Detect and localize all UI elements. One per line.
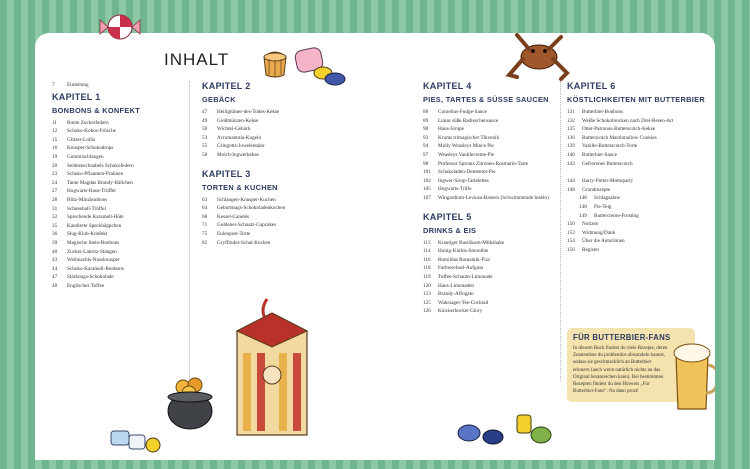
entry-title: Schlangen-Knusper-Kuchen (217, 196, 276, 203)
toc-entry[interactable] (423, 185, 563, 194)
entry-title: Schneeball-Trüffel (67, 205, 106, 212)
candy-pile-icon (455, 411, 555, 451)
entry-page-number: 27 (52, 188, 58, 195)
entry-list (423, 108, 563, 203)
entry-page-number: 88 (423, 109, 429, 115)
entry-page-number: 148 (579, 203, 587, 210)
entry-title: Ingwer-Sirup-Tartelettes (438, 177, 489, 184)
chapter-subtitle: PIES, TARTES & SÜSSE SAUCEN (423, 95, 549, 104)
toc-entry[interactable] (567, 134, 712, 143)
toc-entry-intro[interactable]: 7 Einleitung (52, 82, 89, 88)
entry-page-number: 63 (202, 196, 208, 203)
toc-entry[interactable] (423, 142, 563, 151)
entry-title: Sprechende Karamell-Hüte (67, 214, 124, 221)
entry-page-number: 113 (423, 239, 431, 246)
toc-entry[interactable] (202, 117, 332, 126)
entry-title: Schoko-Kokos-Frösche (67, 128, 116, 135)
toc-entry[interactable] (567, 125, 712, 134)
entry-title: Weiße Schokobrocken nach Drei-Besen-Art (582, 117, 674, 124)
entry-title: Haus-Limonaden (438, 282, 475, 289)
entry-title: Schokoladen-Dementor-Pie (438, 169, 496, 176)
cauldron-icon (163, 373, 219, 433)
entry-title: Slug-Klub-Konfekt (67, 231, 108, 238)
entry-title: Vanille-Butterscotch-Torte (582, 143, 638, 150)
toc-entry[interactable] (423, 299, 563, 308)
entry-title: Pie-Teig (594, 203, 612, 210)
entry-title: Professor Sprouts Zitronen-Rosmarin-Tarte (438, 160, 529, 167)
entry-title: Farbwechsel-Aufguss (438, 265, 484, 272)
toc-entry[interactable] (567, 177, 712, 186)
entry-list (52, 119, 182, 291)
entry-page-number: 153 (567, 229, 575, 236)
entry-page-number: 98 (423, 160, 429, 167)
entry-title: Haus-Sirupe (438, 126, 464, 133)
chapter-subtitle: BONBONS & KONFEKT (52, 105, 141, 115)
toc-column-1 (52, 81, 182, 290)
toc-column-4 (567, 81, 712, 255)
toc-entry[interactable] (423, 290, 563, 299)
entry-list (423, 239, 563, 316)
entry-title: Blitz-Minzbonbons (67, 196, 108, 203)
entry-page-number: 150 (567, 221, 575, 228)
entry-page-number: 101 (423, 169, 431, 176)
entry-page-number: 131 (567, 109, 575, 115)
entry-title: Brandy-Affogato (438, 291, 474, 298)
toc-entry[interactable] (567, 212, 712, 221)
entry-title: Gringotts-Juwelentaler (217, 143, 265, 150)
toc-entry[interactable] (52, 127, 182, 136)
entry-list (202, 196, 332, 248)
toc-entry[interactable] (52, 162, 182, 171)
toc-entry[interactable] (423, 239, 563, 248)
chapter-subtitle: DRINKS & EIS (423, 225, 477, 235)
chapter-subtitle: KÖSTLICHKEITEN MIT BUTTERBIER (567, 95, 706, 104)
chapter-heading: KAPITEL 5 (423, 211, 472, 222)
toc-entry[interactable] (423, 307, 563, 316)
toc-page (35, 33, 715, 460)
chocolate-frog-icon (503, 33, 573, 87)
entry-title: Romildas Romantik-Fizz (438, 256, 491, 263)
entry-list (202, 108, 332, 160)
entry-page-number: 43 (52, 257, 58, 264)
entry-title: Buttercreme-Frosting (594, 212, 639, 219)
entry-page-number: 31 (52, 205, 58, 212)
entry-list (567, 108, 712, 168)
entry-page-number: 47 (52, 274, 58, 281)
entry-page-number: 136 (567, 134, 575, 141)
toc-entry[interactable] (567, 220, 712, 229)
entry-title: Goldmünzen-Kekse (217, 117, 259, 124)
entry-page-number: 20 (52, 162, 58, 169)
entry-title: Butterscotch Marshmallow Cookies (582, 134, 657, 141)
toc-entry[interactable] (567, 229, 712, 238)
entry-title: Butterbier-Bonbons (582, 109, 624, 115)
toc-entry[interactable] (423, 117, 563, 126)
entry-page-number: 148 (567, 186, 575, 193)
entry-page-number: 89 (423, 117, 429, 124)
entry-page-number: 55 (202, 143, 208, 150)
entry-title: Hogwarts-Trifle (438, 186, 472, 193)
entry-page-number: 32 (52, 214, 58, 221)
toc-entry[interactable] (567, 194, 712, 203)
entry-page-number: 49 (202, 117, 208, 124)
toc-entry[interactable] (52, 153, 182, 162)
entry-page-number: 135 (567, 126, 575, 133)
page-title: INHALT (164, 50, 230, 69)
entry-title: Schoko-Karamell-Bonbons (67, 265, 124, 272)
toc-entry[interactable] (202, 134, 332, 143)
entry-title: Wichtel-Gebäck (217, 126, 251, 133)
toc-entry[interactable] (52, 144, 182, 153)
toc-entry[interactable] (52, 196, 182, 205)
toc-entry[interactable] (567, 237, 712, 246)
entry-title: Grundrezepte (582, 186, 611, 193)
entry-title: Acromantula-Kugeln (217, 134, 262, 141)
entry-page-number: 120 (423, 282, 431, 289)
entry-title: Geburtstags-Schokoladenkuchen (217, 205, 286, 212)
toc-entry[interactable] (202, 142, 332, 151)
toc-entry[interactable] (52, 205, 182, 214)
toc-entry[interactable] (423, 247, 563, 256)
entry-page-number: 68 (202, 213, 208, 220)
entry-list (567, 177, 712, 194)
toc-column-2 (202, 81, 332, 247)
entry-page-number: 132 (567, 117, 575, 124)
entry-list (567, 194, 712, 220)
toc-entry[interactable] (52, 256, 182, 265)
entry-title: Zucker-Lakritz-Stangen (67, 248, 117, 255)
toc-entry[interactable] (52, 170, 182, 179)
entry-title: Lunas süße Radieschensauce (438, 117, 499, 124)
entry-title: Bunte Zuckerfedern (67, 119, 109, 126)
info-box-title: FÜR BUTTERBIER-FANS (573, 333, 671, 342)
toc-entry[interactable] (202, 204, 332, 213)
entry-page-number: 94 (423, 143, 429, 150)
toc-entry[interactable] (423, 168, 563, 177)
entry-page-number: 90 (423, 126, 429, 133)
entry-page-number: 93 (423, 134, 429, 141)
entry-page-number: 23 (52, 171, 58, 178)
chapter-heading: KAPITEL 1 (52, 91, 101, 102)
entry-page-number: 19 (52, 153, 58, 160)
toc-entry[interactable] (52, 213, 182, 222)
entry-page-number: 28 (52, 196, 58, 203)
toc-entry[interactable] (423, 282, 563, 291)
entry-title: Tante Magdas Brandy-Bällchen (67, 179, 133, 186)
entry-title: Seideenschnabels Schokofedern (67, 162, 134, 169)
entry-page-number: 107 (423, 194, 431, 201)
entry-title: Krums trimagischer Tikvenik (438, 134, 500, 141)
chapter-heading: KAPITEL 3 (202, 168, 251, 179)
entry-page-number: 143 (567, 160, 575, 167)
entry-page-number: 154 (567, 238, 575, 245)
entry-page-number: 48 (52, 282, 58, 289)
entry-title: Harry-Potter-Mottoparty (582, 178, 634, 185)
toc-entry[interactable] (567, 203, 712, 212)
entry-title: Krautiger Basilikum-Milkshake (438, 239, 505, 246)
entry-title: Schlagsahne (594, 195, 620, 202)
chapter-subtitle: GEBÄCK (202, 95, 236, 104)
entry-title: Widmung/Dank (582, 229, 616, 236)
entry-page-number: 140 (567, 151, 575, 158)
chapter-heading: KAPITEL 6 (567, 81, 616, 91)
toc-entry[interactable] (52, 222, 182, 231)
entry-page-number: 126 (423, 308, 431, 315)
entry-title: Weihnachts-Nussknusper (67, 257, 120, 264)
toc-entry[interactable] (567, 151, 712, 160)
entry-title: Register (582, 246, 600, 253)
entry-title: Heiligtümer-des-Todes-Kekse (217, 109, 280, 115)
toc-entry[interactable] (52, 282, 182, 291)
entry-page-number: 40 (52, 248, 58, 255)
entry-title: Notizen (582, 221, 599, 228)
entry-page-number: 148 (579, 195, 587, 202)
entry-title: Molly Weasleys Mince Pie (438, 143, 494, 150)
entry-page-number: 149 (579, 212, 587, 219)
entry-page-number: 44 (52, 265, 58, 272)
entry-page-number: 114 (423, 248, 431, 255)
toc-entry[interactable] (423, 134, 563, 143)
entry-page-number: 24 (52, 179, 58, 186)
toc-entry[interactable] (423, 125, 563, 134)
toc-entry[interactable] (423, 273, 563, 282)
entry-title: Hogwarts-Haus-Trüffel (67, 188, 116, 195)
toc-entry[interactable] (202, 230, 332, 239)
entry-title: Magische Stein-Bonbons (67, 239, 120, 246)
entry-page-number: 16 (52, 145, 58, 152)
peppermint-candy-icon (98, 10, 142, 44)
column-divider (189, 81, 190, 381)
entry-page-number: 71 (202, 222, 208, 229)
candy-box-icon (227, 295, 317, 445)
butterbeer-mug-icon (668, 335, 715, 415)
toc-entry[interactable] (567, 108, 712, 117)
candy-pile-icon (107, 423, 171, 459)
entry-title: Knusper-Schokodrops (67, 145, 114, 152)
entry-title: Gryffindor-Schal-Kuchen (217, 239, 271, 246)
entry-title: Kessel-Canelés (217, 213, 249, 220)
entry-page-number: 139 (567, 143, 575, 150)
entry-title: Molch-Ingwerkekse (217, 151, 259, 158)
entry-title: Kandierte Speckhäppchen (67, 222, 122, 229)
entry-title: Goldener-Schnatz-Cupcakes (217, 222, 277, 229)
info-box-text: In diesem Buch findest du viele Rezepte, deren Zutatenliste du problemlos abwandeln kannst, sodass sie geschmacklich an Butterbier erinnern (auch wenn natürlich nichts an das Original heranreichen kann). Bei bestimmten Rezepten findest du den Hinweis „Für Butterbier-Fans“. Na dann prost! (573, 346, 668, 395)
entry-title: Butterbier-Sauce (582, 151, 618, 158)
entry-title: Stärkungs-Schokolade (67, 274, 114, 281)
toc-entry[interactable] (202, 239, 332, 248)
entry-title: Knickerbocker Glory (438, 308, 483, 315)
toc-entry[interactable] (202, 151, 332, 160)
entry-title: Otter-Patronus-Butterscotch-Kekse (582, 126, 656, 133)
toc-entry[interactable] (567, 246, 712, 255)
entry-title: Englisches Toffee (67, 282, 105, 289)
entry-page-number: 82 (202, 239, 208, 246)
toc-entry[interactable] (202, 125, 332, 134)
entry-list (567, 220, 712, 254)
toc-entry[interactable] (52, 265, 182, 274)
entry-title: Weasleys Vanillecreme-Pie (438, 151, 495, 158)
entry-title: Wahrsager-Tee-Cocktail (438, 299, 489, 306)
entry-title: Honig-Kürbis-Smoothie (438, 248, 489, 255)
entry-page-number: 102 (423, 177, 431, 184)
entry-page-number: 39 (52, 239, 58, 246)
toc-entry[interactable] (423, 256, 563, 265)
toc-entry[interactable] (52, 248, 182, 257)
entry-title: Gefrorenes Butterscotch (582, 160, 633, 167)
toc-entry[interactable] (423, 160, 563, 169)
toc-entry[interactable] (52, 119, 182, 128)
toc-entry[interactable] (52, 187, 182, 196)
entry-page-number: 156 (567, 246, 575, 253)
toc-entry[interactable] (202, 221, 332, 230)
toc-entry[interactable] (423, 194, 563, 203)
entry-title: Toffee-Schaum-Limonade (438, 273, 493, 280)
entry-page-number: 12 (52, 128, 58, 135)
entry-page-number: 75 (202, 230, 208, 237)
toc-column-3 (423, 81, 563, 316)
entry-page-number: 123 (423, 291, 431, 298)
toc-entry[interactable] (52, 230, 182, 239)
toc-entry[interactable] (52, 179, 182, 188)
canele-icon (260, 45, 290, 79)
toc-entry[interactable] (567, 160, 712, 169)
jelly-bean-icon (313, 63, 347, 89)
chapter-heading: KAPITEL 2 (202, 81, 251, 91)
toc-entry[interactable] (52, 239, 182, 248)
toc-entry[interactable] (567, 117, 712, 126)
toc-entry[interactable] (423, 264, 563, 273)
entry-title: Glitzer-Lollis (67, 136, 96, 143)
entry-page-number: 53 (202, 134, 208, 141)
toc-entry[interactable] (52, 273, 182, 282)
toc-entry[interactable] (567, 186, 712, 195)
entry-page-number: 116 (423, 256, 431, 263)
entry-page-number: 64 (202, 205, 208, 212)
entry-title: Eulenpost-Torte (217, 230, 251, 237)
entry-title: Cornelius-Fudge-Sauce (438, 109, 487, 115)
toc-entry[interactable] (567, 142, 712, 151)
entry-page-number: 15 (52, 136, 58, 143)
entry-page-number: 47 (202, 109, 208, 115)
entry-title: Über die Autorinnen (582, 238, 625, 245)
entry-page-number: 125 (423, 299, 431, 306)
entry-page-number: 144 (567, 178, 575, 185)
entry-title: Schoko-Pflaumen-Pralinen (67, 171, 124, 178)
entry-page-number: 35 (52, 222, 58, 229)
entry-page-number: 58 (202, 151, 208, 158)
entry-page-number: 11 (52, 119, 57, 126)
entry-page-number: 50 (202, 126, 208, 133)
entry-title: Wingardium-Leviosa-Baisers (Schwimmende Inseln) (438, 194, 549, 201)
chapter-subtitle: TORTEN & KUCHEN (202, 182, 278, 192)
chapter-heading: KAPITEL 4 (423, 81, 472, 91)
toc-entry[interactable] (423, 177, 563, 186)
toc-entry[interactable] (202, 196, 332, 205)
toc-entry[interactable] (202, 213, 332, 222)
toc-entry[interactable] (423, 108, 563, 117)
entry-title: Gummischlangen (67, 153, 104, 160)
entry-page-number: 119 (423, 273, 431, 280)
toc-entry[interactable] (423, 151, 563, 160)
toc-entry[interactable] (202, 108, 332, 117)
entry-page-number: 118 (423, 265, 431, 272)
entry-page-number: 105 (423, 186, 431, 193)
entry-page-number: 36 (52, 231, 58, 238)
toc-entry[interactable] (52, 136, 182, 145)
entry-page-number: 97 (423, 151, 429, 158)
